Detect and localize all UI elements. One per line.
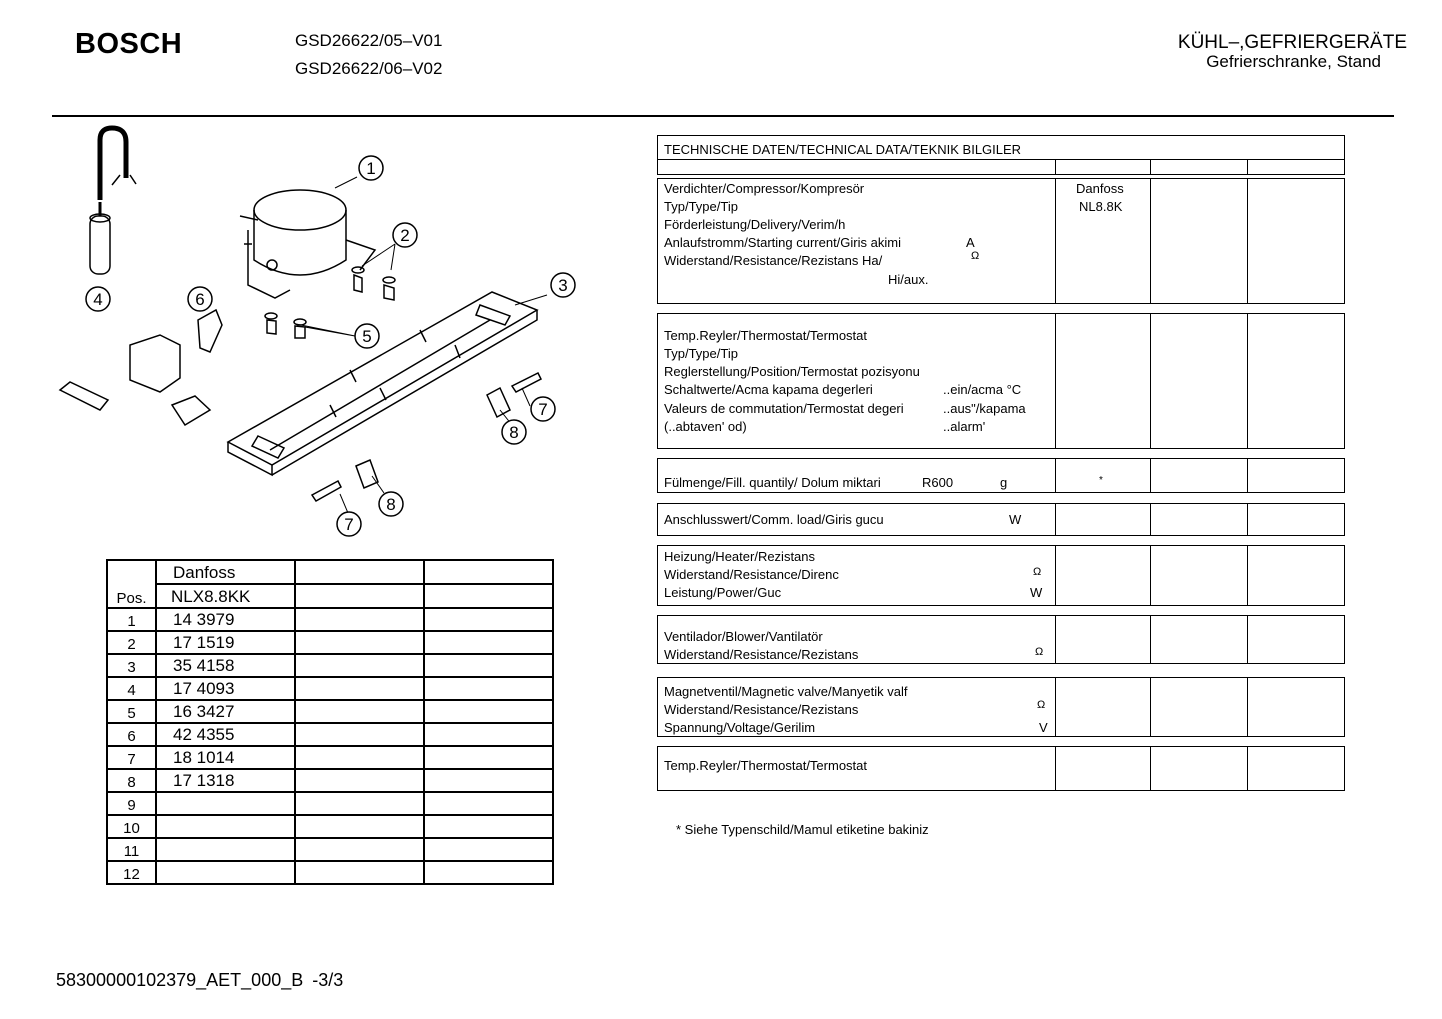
empty-cell [424,654,553,677]
page-number: -3/3 [312,970,344,990]
table-row [107,746,553,769]
empty-cell [295,861,424,884]
callout-8: 8 [509,423,519,442]
callout-2: 2 [400,226,410,245]
thermostat-label: Temp.Reyler/Thermostat/Termostat [664,328,868,343]
table-row [107,769,553,792]
pos-header [107,560,156,608]
suffix-aus: ..aus"/kapama [943,401,1026,416]
table-row [107,723,553,746]
fill-section [657,458,1345,493]
part-number-cell: 35 4158 [156,654,295,677]
callout-7: 7 [538,400,548,419]
part-number-cell: 14 3979 [156,608,295,631]
tech-title: TECHNISCHE DATEN/TECHNICAL DATA/TEKNIK BILGILER [664,142,1022,157]
col-brand-header: Danfoss [156,560,295,584]
pos-cell: 6 [107,723,156,746]
pos-cell: 1 [107,608,156,631]
category-subtitle: Gefrierschranke, Stand [1206,52,1381,71]
part-number-cell [156,815,295,838]
tech-column-strip [657,160,1345,175]
pos-cell: 9 [107,792,156,815]
parts-table [106,559,554,885]
compressor-type-label: Typ/Type/Tip [664,199,738,214]
pos-cell: 12 [107,861,156,884]
empty-cell [295,769,424,792]
empty-cell [424,815,553,838]
empty-cell [295,815,424,838]
valve-unit-ohm: Ω [1037,699,1046,711]
empty-cell [295,654,424,677]
load-label: Anschlusswert/Comm. load/Giris gucu [664,512,884,527]
exploded-parts-diagram [0,120,620,550]
empty-cell [295,677,424,700]
table-row [107,631,553,654]
part-number-cell: 16 3427 [156,700,295,723]
callout-5: 5 [362,327,372,346]
thermostat2-section [657,746,1345,791]
compressor-brand-value: Danfoss [1076,181,1124,196]
blower-unit-ohm: Ω [1035,646,1044,658]
switch-values-label: Schaltwerte/Acma kapama degerleri [664,382,873,397]
empty-cell [424,677,553,700]
starting-current-label: Anlaufstromm/Starting current/Giris akimi [664,235,901,250]
heater-unit-watt: W [1030,585,1043,600]
unit-ohm: Ω [971,250,980,262]
pos-cell: 3 [107,654,156,677]
load-section [657,503,1345,536]
col-empty-header [424,584,553,608]
pos-header-label: Pos. [116,590,147,607]
empty-cell [295,746,424,769]
valve-voltage-label: Spannung/Voltage/Gerilim [664,720,816,735]
document-code-text: 58300000102379_AET_000_B [56,970,304,990]
unit-ampere: A [966,235,975,250]
pos-cell: 2 [107,631,156,654]
blower-section [657,615,1345,664]
table-row [107,792,553,815]
document-code [56,970,343,991]
heater-resistance-label: Widerstand/Resistance/Direnc [664,567,839,582]
aux-label: Hi/aux. [888,272,929,287]
col-empty-header [295,560,424,584]
pos-cell: 10 [107,815,156,838]
valve-resistance-label: Widerstand/Resistance/Rezistans [664,702,859,717]
part-number-cell [156,838,295,861]
callout-4: 4 [93,290,103,309]
empty-cell [295,723,424,746]
suffix-ein: ..ein/acma °C [943,382,1022,397]
empty-cell [424,861,553,884]
valve-unit-volt: V [1039,720,1048,735]
category-title: KÜHL–,GEFRIERGERÄTE [1177,32,1407,53]
table-row [107,838,553,861]
heater-power-label: Leistung/Power/Guc [664,585,782,600]
part-number-cell: 17 4093 [156,677,295,700]
model-number-2: GSD26622/06–V02 [295,59,443,78]
defrost-label: (..abtaven' od) [664,419,747,434]
compressor-label: Verdichter/Compressor/Kompresör [664,181,865,196]
compressor-section [657,178,1345,304]
model-number-1: GSD26622/05–V01 [295,31,443,50]
blower-label: Ventilador/Blower/Vantilatör [664,629,823,644]
callout-8b: 8 [386,495,396,514]
table-row [107,608,553,631]
type-plate-note: * Siehe Typenschild/Mamul etiketine bakiniz [676,822,929,837]
tech-title-box [657,135,1345,160]
callout-6: 6 [195,290,205,309]
thermostat-section [657,313,1345,449]
empty-cell [295,700,424,723]
part-number-cell: 17 1519 [156,631,295,654]
callout-7b: 7 [344,515,354,534]
heater-unit-ohm: Ω [1033,566,1042,578]
part-number-cell [156,861,295,884]
valve-label: Magnetventil/Magnetic valve/Manyetik valf [664,684,908,699]
empty-cell [424,838,553,861]
pos-cell: 4 [107,677,156,700]
pos-cell: 8 [107,769,156,792]
empty-cell [424,608,553,631]
parts-table-header-row [107,560,553,584]
table-row [107,815,553,838]
empty-cell [295,838,424,861]
pos-cell: 11 [107,838,156,861]
empty-cell [424,723,553,746]
callout-3: 3 [558,276,568,295]
delivery-label: Förderleistung/Delivery/Verim/h [664,217,846,232]
empty-cell [295,631,424,654]
heater-section [657,545,1345,606]
header-rule [52,115,1394,117]
heater-label: Heizung/Heater/Rezistans [664,549,816,564]
table-row [107,700,553,723]
parts-table-model-row [107,584,553,608]
pos-cell: 5 [107,700,156,723]
suffix-alarm: ..alarm' [943,419,986,434]
empty-cell [424,769,553,792]
table-row [107,654,553,677]
empty-cell [424,700,553,723]
empty-cell [424,631,553,654]
table-row [107,677,553,700]
empty-cell [424,792,553,815]
part-number-cell: 18 1014 [156,746,295,769]
brand-logo: BOSCH [75,28,183,60]
thermostat2-label: Temp.Reyler/Thermostat/Termostat [664,758,868,773]
fill-value: * [1099,475,1103,486]
valve-section [657,677,1345,737]
col-model-header: NLX8.8KK [156,584,295,608]
compressor-type-value: NL8.8K [1079,199,1123,214]
blower-resistance-label: Widerstand/Resistance/Rezistans [664,647,859,662]
resistance-label: Widerstand/Resistance/Rezistans Ha/ [664,253,883,268]
empty-cell [295,608,424,631]
empty-cell [424,746,553,769]
empty-cell [295,792,424,815]
commutation-values-label: Valeurs de commutation/Termostat degeri [664,401,904,416]
thermostat-type-label: Typ/Type/Tip [664,346,738,361]
fill-unit: g [1000,475,1008,490]
col-empty-header [295,584,424,608]
part-number-cell: 42 4355 [156,723,295,746]
col-empty-header [424,560,553,584]
pos-cell: 7 [107,746,156,769]
fill-label: Fülmenge/Fill. quantily/ Dolum miktari [664,475,881,490]
load-unit: W [1009,512,1022,527]
part-number-cell: 17 1318 [156,769,295,792]
table-row [107,861,553,884]
part-number-cell [156,792,295,815]
callout-1: 1 [366,159,376,178]
thermostat-position-label: Reglerstellung/Position/Termostat pozisyonu [664,364,920,379]
refrigerant-label: R600 [922,475,954,490]
